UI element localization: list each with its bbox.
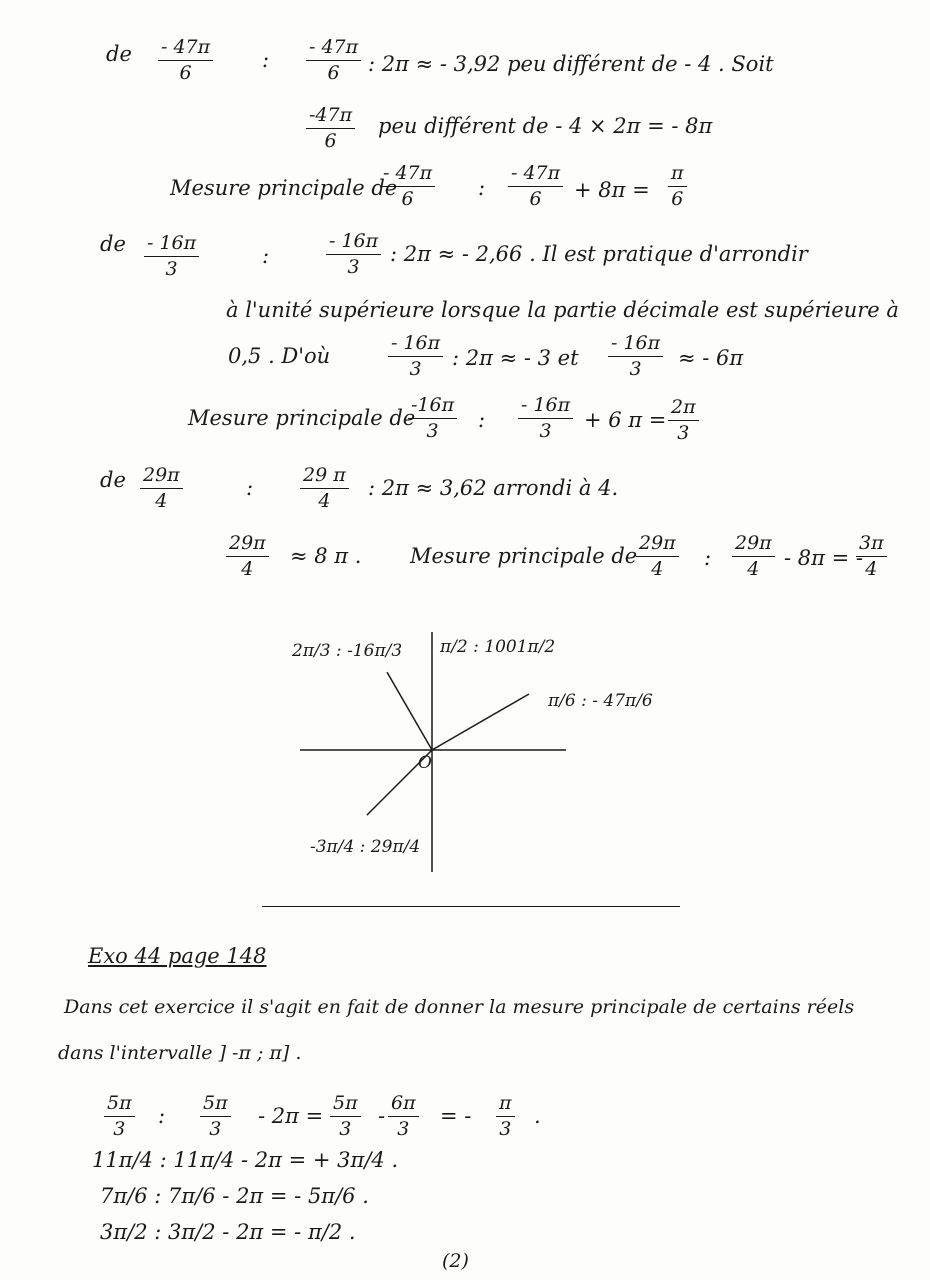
section-divider — [262, 906, 680, 907]
equals-minus: = - — [440, 1104, 472, 1128]
row1-value: 5π 3 — [104, 1094, 135, 1140]
fraction-minus-47pi-over-6: - 47π 6 — [158, 38, 213, 84]
result-pi-over-6: π 6 — [668, 164, 687, 210]
fraction-calc: - 16π 3 — [326, 232, 381, 278]
colon: : — [704, 546, 712, 570]
colon: : — [158, 1104, 166, 1128]
result-minus-3pi-over-4: 3π 4 — [856, 534, 887, 580]
rounding-rule-text: à l'unité supérieure lorsque la partie décimale est supérieure à — [226, 298, 899, 322]
label-2pi-over-3: 2π/3 : -16π/3 — [292, 641, 403, 661]
fraction-line2: 29π 4 — [226, 534, 269, 580]
label-pi-over-6: π/6 : - 47π/6 — [548, 691, 653, 711]
de-label-2: de — [100, 232, 126, 256]
approx-text: peu différent de - 4 × 2π = - 8π — [378, 114, 713, 138]
exercise-title: Exo 44 page 148 — [88, 944, 267, 968]
colon: : — [478, 176, 486, 200]
exercise-intro-line1: Dans cet exercice il s'agit en fait de donner la mesure principale de certains réels — [64, 996, 855, 1018]
fraction-line3: - 16π 3 — [388, 334, 443, 380]
row1-frac-d: 6π 3 — [388, 1094, 419, 1140]
row4: 3π/2 : 3π/2 - 2π = - π/2 . — [100, 1220, 356, 1244]
de-label-3: de — [100, 468, 126, 492]
fraction-mp-sum: 29π 4 — [732, 534, 775, 580]
ray-2pi-over-3 — [387, 672, 432, 750]
calc-text: : 2π ≈ 3,62 arrondi à 4. — [368, 476, 619, 500]
calc-text: : 2π ≈ - 2,66 . Il est pratique d'arrondir — [390, 242, 808, 266]
colon: : — [478, 408, 486, 432]
plus-8pi: + 8π = — [574, 178, 650, 202]
principal-measure-label: Mesure principale de — [410, 544, 638, 568]
approx-8pi: ≈ 8 π . — [290, 544, 362, 568]
minus-2pi: - 2π = — [258, 1104, 324, 1128]
row2: 11π/4 : 11π/4 - 2π = + 3π/4 . — [92, 1148, 399, 1172]
fraction-line2: -47π 6 — [306, 106, 355, 152]
label-pi-over-2: π/2 : 1001π/2 — [440, 637, 556, 657]
fraction-mp: - 47π 6 — [380, 164, 435, 210]
fraction-calc: - 47π 6 — [306, 38, 361, 84]
row1-frac-c: 5π 3 — [330, 1094, 361, 1140]
exercise-intro-line2: dans l'intervalle ] -π ; π] . — [58, 1042, 302, 1064]
ray-pi-over-6 — [432, 694, 529, 750]
calc-text: : 2π ≈ - 3,92 peu différent de - 4 . Soit — [368, 52, 774, 76]
fraction-mp-sum: - 16π 3 — [518, 396, 573, 442]
de-label-1: de — [106, 42, 132, 66]
minus-sign: - — [378, 1104, 386, 1128]
row3: 7π/6 : 7π/6 - 2π = - 5π/6 . — [100, 1184, 369, 1208]
fraction-line3b: - 16π 3 — [608, 334, 663, 380]
dou-text: 0,5 . D'où — [228, 344, 331, 368]
minus-8pi: - 8π = - — [784, 546, 863, 570]
plus-6pi: + 6 π = — [584, 408, 667, 432]
period: . — [534, 1104, 541, 1128]
row1-result: π 3 — [496, 1094, 515, 1140]
principal-measure-label: Mesure principale de — [188, 406, 416, 430]
result-2pi-over-3: 2π 3 — [668, 398, 699, 444]
page-number: (2) — [442, 1250, 469, 1272]
label-minus-3pi-over-4: -3π/4 : 29π/4 — [310, 837, 421, 857]
fraction-calc: 29 π 4 — [300, 466, 349, 512]
fraction-mp: -16π 3 — [408, 396, 457, 442]
colon: : — [246, 476, 254, 500]
colon: : — [262, 244, 270, 268]
principal-measure-label: Mesure principale de — [170, 176, 398, 200]
colon: : — [262, 48, 270, 72]
approx-text: : 2π ≈ - 3 et — [452, 346, 579, 370]
origin-label: O — [418, 753, 432, 773]
fraction-minus-16pi-over-3: - 16π 3 — [144, 234, 199, 280]
fraction-mp-sum: - 47π 6 — [508, 164, 563, 210]
fraction-29pi-over-4: 29π 4 — [140, 466, 183, 512]
row1-frac: 5π 3 — [200, 1094, 231, 1140]
approx-text-2: ≈ - 6π — [678, 346, 744, 370]
fraction-mp: 29π 4 — [636, 534, 679, 580]
